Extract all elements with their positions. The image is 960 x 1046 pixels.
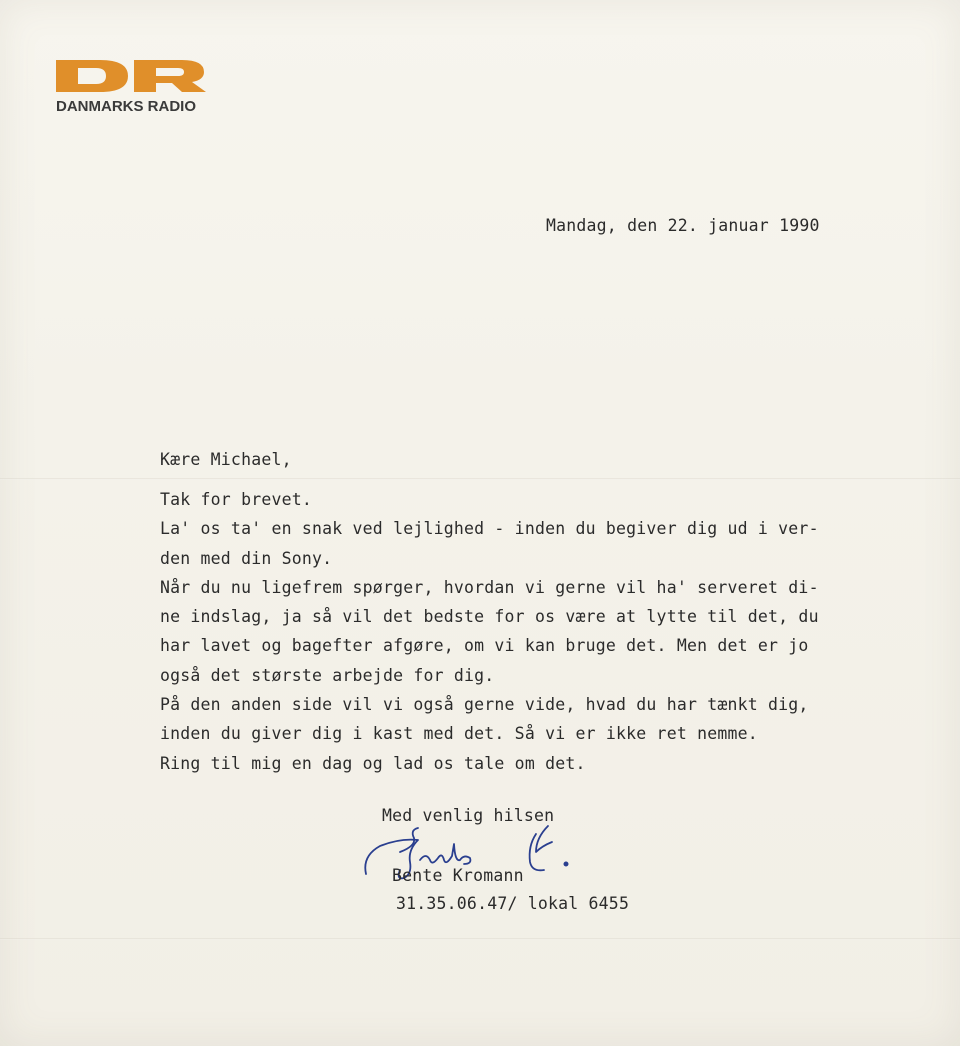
body-line: ne indslag, ja så vil det bedste for os være at lytte til det, du [160,607,819,627]
sender-phone: 31.35.06.47/ lokal 6455 [396,894,630,913]
salutation: Kære Michael, [160,450,292,469]
body-line: Når du nu ligefrem spørger, hvordan vi gerne vil ha' serveret di- [160,577,819,597]
sender-name: Bente Kromann [392,866,524,885]
body-line: La' os ta' en snak ved lejlighed - inden du begiver dig ud i ver- [160,519,819,539]
body-line: Tak for brevet. [160,490,313,509]
paper-fold-line [0,478,960,480]
letter-date: Mandag, den 22. januar 1990 [546,216,820,235]
body-line: den med din Sony. [160,548,333,568]
dr-logo-mark [56,58,208,94]
paper-fold-line [0,938,960,940]
body-line: inden du giver dig i kast med det. Så vi er ikke ret nemme. [160,724,758,744]
closing: Med venlig hilsen [382,806,555,825]
body-line: også det største arbejde for dig. [160,665,495,685]
body-line: har lavet og bagefter afgøre, om vi kan bruge det. Men det er jo [160,636,809,656]
dr-logo [56,58,216,118]
body-line: Ring til mig en dag og lad os tale om det. [160,753,586,773]
letter-body [160,485,819,778]
body-line: På den anden side vil vi også gerne vide, hvad du har tænkt dig, [160,695,809,715]
organization-name: DANMARKS RADIO [56,98,196,115]
